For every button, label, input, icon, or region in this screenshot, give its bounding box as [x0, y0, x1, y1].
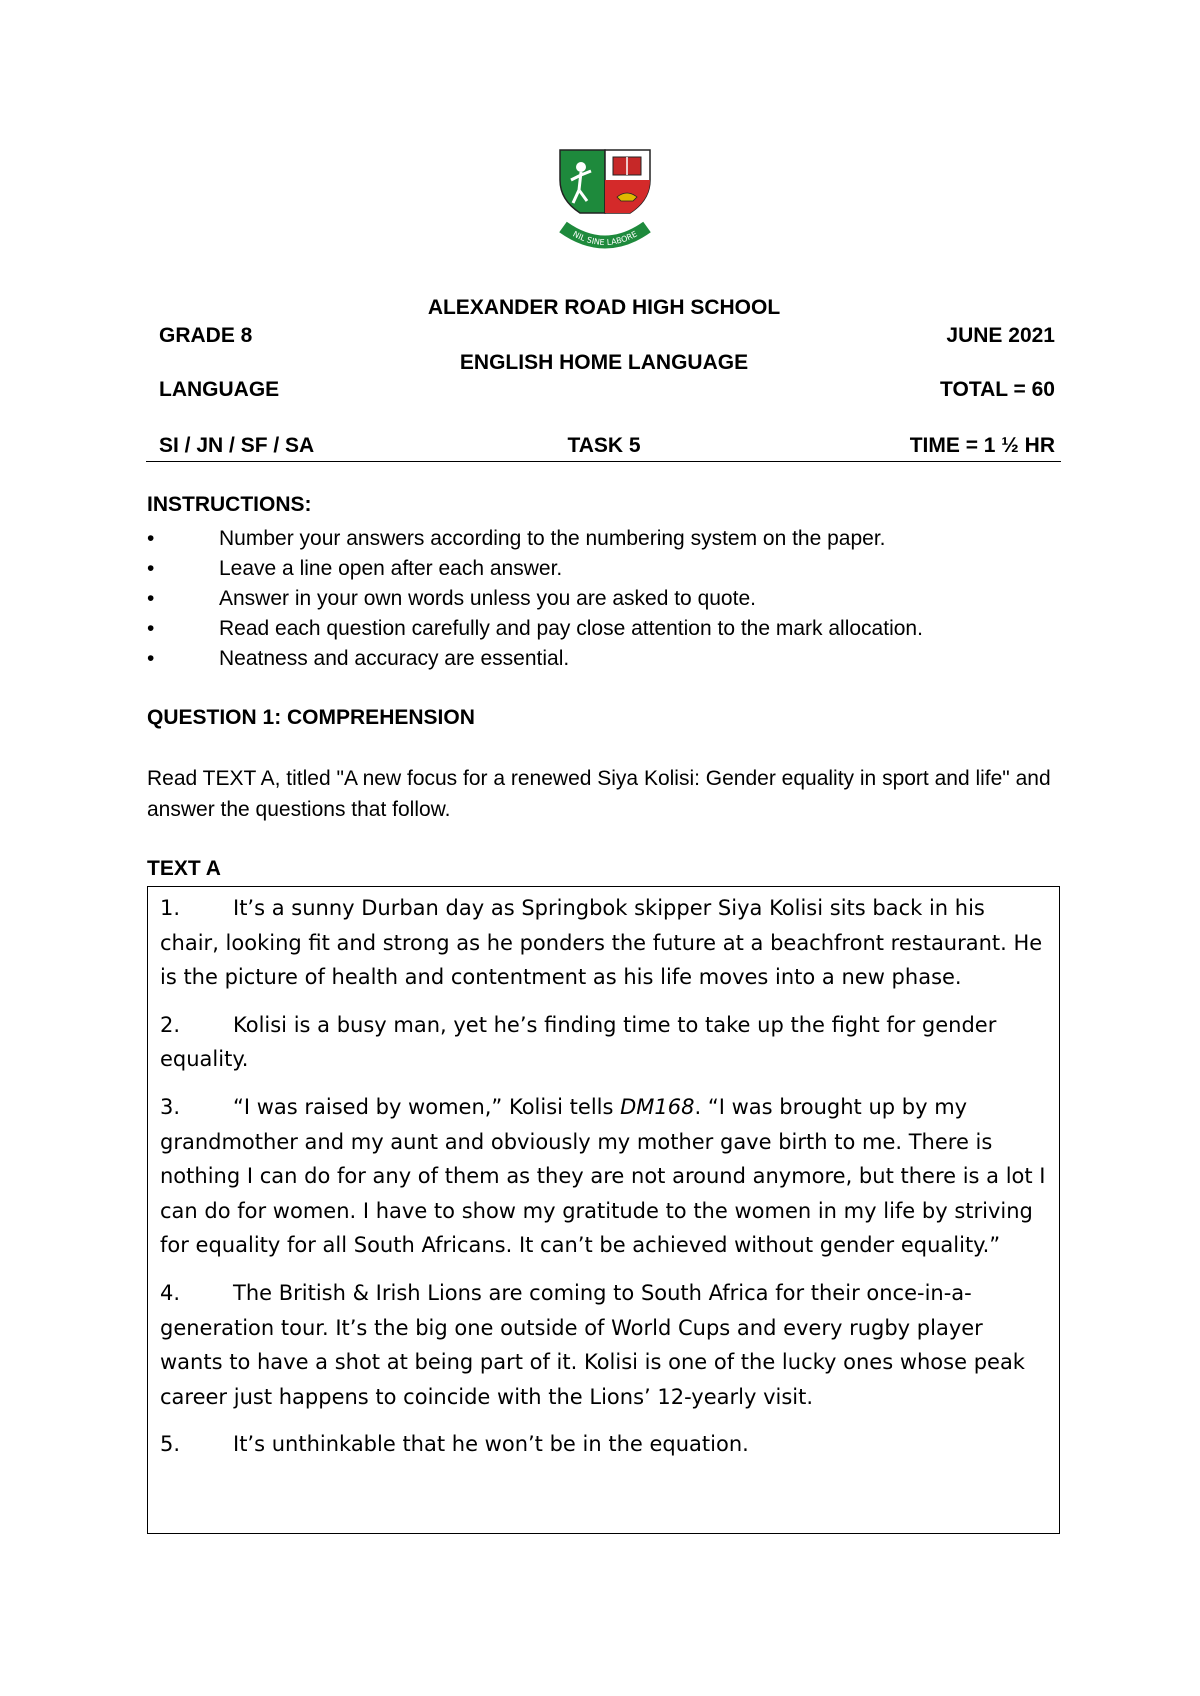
text-a-label: TEXT A: [147, 857, 221, 880]
subject: ENGLISH HOME LANGUAGE: [459, 351, 749, 374]
list-item: • Neatness and accuracy are essential.: [147, 644, 923, 674]
passage-paragraph: 5. It’s unthinkable that he won’t be in the equation.: [160, 1432, 749, 1457]
list-item: • Number your answers according to the numbering system on the paper.: [147, 524, 923, 554]
passage-paragraph: 1. It’s a sunny Durban day as Springbok skipper Siya Kolisi sits back in his chair, looking fit and strong as he ponders the future at a beachfront restaurant. He is the picture of health and contentment as his life moves into a new phase.: [160, 896, 1043, 990]
task-number: TASK 5: [567, 434, 641, 457]
crest-motto: NIL SINE LABORE: [571, 229, 639, 248]
magazine-title: DM168: [620, 1094, 695, 1119]
exam-date: JUNE 2021: [946, 324, 1055, 347]
crest-shield: [560, 150, 650, 213]
text-a-passage: [147, 886, 1060, 1534]
paper-name: LANGUAGE: [159, 378, 280, 401]
bullet-icon: •: [147, 587, 155, 610]
teacher-initials: SI / JN / SF / SA: [159, 434, 315, 457]
question-intro: Read TEXT A, titled "A new focus for a renewed Siya Kolisi: Gender equality in sport and life" and answer the questions that follow.: [147, 767, 1051, 821]
school-name: ALEXANDER ROAD HIGH SCHOOL: [427, 296, 781, 319]
passage-paragraph: 4. The British & Irish Lions are coming to South Africa for their once-in-a-generation tour. It’s the big one outside of World Cups and every rugby player wants to have a shot at being part of it. Kolisi is one of the lucky ones whose peak career just happens to coincide with the Lions’ 12-yearly visit.: [160, 1280, 1025, 1409]
bullet-icon: •: [147, 527, 155, 550]
grade: GRADE 8: [159, 324, 253, 347]
bullet-icon: •: [147, 557, 155, 580]
list-item: • Answer in your own words unless you are asked to quote.: [147, 584, 923, 614]
school-crest-logo: [555, 145, 655, 263]
instructions-heading: INSTRUCTIONS:: [147, 493, 312, 516]
bullet-icon: •: [147, 647, 155, 670]
question-heading: QUESTION 1: COMPREHENSION: [147, 706, 475, 729]
passage-paragraph: 3. “I was raised by women,” Kolisi tells DM168. “I was brought up by my grandmother and my aunt and obviously my mother gave birth to me. There is nothing I can do for any of them as they are not around anymore, but there is a lot I can do for women. I have to show my gratitude to the women in my life by striving for equality for all South Africans. It can’t be achieved without gender equality.”: [160, 1094, 1046, 1258]
instructions-list: [147, 524, 923, 674]
list-item: • Leave a line open after each answer.: [147, 554, 923, 584]
list-item: • Read each question carefully and pay close attention to the mark allocation.: [147, 614, 923, 644]
time-allowed: TIME = 1 ½ HR: [909, 434, 1055, 457]
total-marks: TOTAL = 60: [940, 378, 1055, 401]
bullet-icon: •: [147, 617, 155, 640]
header-divider: [146, 461, 1061, 462]
passage-paragraph: 2. Kolisi is a busy man, yet he’s finding time to take up the fight for gender equality.: [160, 1012, 997, 1072]
